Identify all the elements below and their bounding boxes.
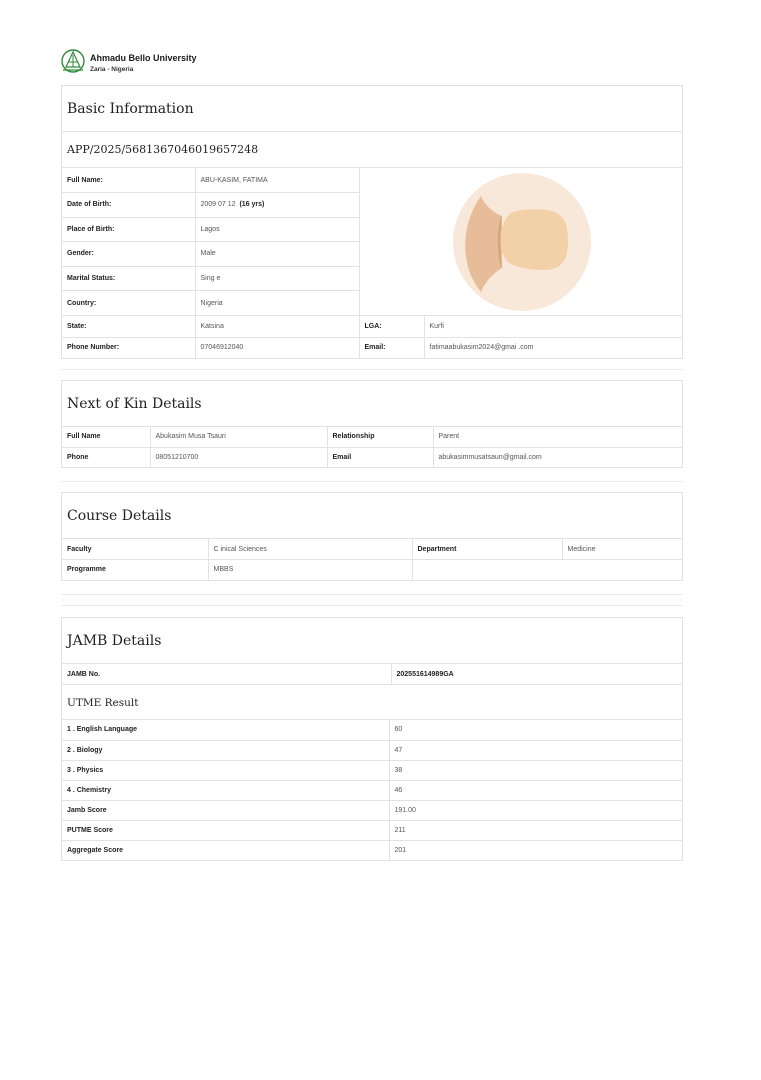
putme-score-value: 211 — [389, 820, 682, 840]
nok-phone-value: 08051210700 — [150, 447, 327, 467]
table-row — [62, 291, 359, 316]
country-label: Country: — [62, 291, 195, 316]
next-of-kin-card — [61, 380, 683, 468]
table-row — [62, 800, 682, 820]
subject-score: 46 — [389, 780, 682, 800]
jamb-score-value: 191.00 — [389, 800, 682, 820]
basic-information-title: Basic Information — [62, 86, 682, 132]
next-of-kin-title: Next of Kin Details — [62, 381, 682, 427]
passport-photo — [360, 168, 682, 315]
dob-value: 2009 07 12 — [200, 201, 236, 209]
jamb-no-label: JAMB No. — [62, 664, 391, 684]
nok-full-name-value: Abukasim Musa Tsauri — [150, 427, 327, 447]
basic-info-grid — [62, 168, 682, 316]
marital-label: Marital Status: — [62, 266, 195, 291]
table-row — [62, 242, 359, 267]
dob-cell — [195, 193, 359, 218]
nok-full-name-label: Full Name — [62, 427, 150, 447]
subject-score: 60 — [389, 720, 682, 740]
putme-score-label: PUTME Score — [62, 820, 389, 840]
table-row — [62, 720, 682, 740]
jamb-score-label: Jamb Score — [62, 800, 389, 820]
utme-result-title: UTME Result — [62, 684, 682, 720]
avatar-placeholder-icon — [452, 172, 592, 312]
email-value: fatimaabukasim2024@gmai .com — [424, 337, 682, 358]
subject-score: 47 — [389, 740, 682, 760]
course-details-table — [62, 539, 682, 559]
jamb-number-table — [62, 664, 682, 684]
jamb-no-value: 202551614989GA — [391, 664, 682, 684]
nok-phone-label: Phone — [62, 447, 150, 467]
table-row — [62, 168, 359, 193]
course-programme-table — [62, 559, 682, 580]
gender-label: Gender: — [62, 242, 195, 267]
subject-label: 1 . English Language — [62, 720, 389, 740]
table-row — [62, 539, 682, 559]
table-row — [62, 447, 682, 467]
aggregate-score-label: Aggregate Score — [62, 840, 389, 860]
subject-score: 38 — [389, 760, 682, 780]
marital-value: Sing e — [195, 266, 359, 291]
course-details-title: Course Details — [62, 493, 682, 539]
table-row — [62, 760, 682, 780]
phone-value: 07046912040 — [195, 337, 359, 358]
basic-information-card — [61, 85, 683, 359]
table-row — [62, 337, 682, 358]
subject-label: 4 . Chemistry — [62, 780, 389, 800]
lga-value: Kurfi — [424, 316, 682, 337]
section-divider — [61, 369, 683, 370]
pob-value: Lagos — [195, 217, 359, 242]
department-label: Department — [412, 539, 562, 559]
full-name-value: ABU-KASIM, FATIMA — [195, 168, 359, 193]
lga-label: LGA: — [359, 316, 424, 337]
basic-info-left — [62, 168, 360, 315]
pob-label: Place of Birth: — [62, 217, 195, 242]
basic-info-table — [62, 168, 359, 315]
programme-value: MBBS — [208, 560, 412, 580]
utme-result-table — [62, 720, 682, 860]
department-value: Medicine — [562, 539, 682, 559]
table-row — [62, 840, 682, 860]
page-header — [60, 48, 360, 76]
aggregate-score-value: 201 — [389, 840, 682, 860]
full-name-label: Full Name: — [62, 168, 195, 193]
phone-label: Phone Number: — [62, 337, 195, 358]
next-of-kin-table — [62, 427, 682, 467]
dob-label: Date of Birth: — [62, 193, 195, 218]
age-value: (16 yrs) — [239, 201, 265, 209]
section-divider — [61, 481, 683, 482]
state-label: State: — [62, 316, 195, 337]
basic-info-bottom-table — [62, 316, 682, 358]
table-row — [62, 780, 682, 800]
table-row — [62, 740, 682, 760]
university-name: Ahmadu Bello University — [90, 53, 197, 63]
empty-cell — [412, 560, 682, 580]
programme-label: Programme — [62, 560, 208, 580]
table-row — [62, 560, 682, 580]
university-location: Zaria - Nigeria — [90, 66, 134, 73]
nok-relationship-value: Parent — [433, 427, 682, 447]
table-row — [62, 427, 682, 447]
jamb-details-title: JAMB Details — [62, 618, 682, 664]
faculty-value: C inical Sciences — [208, 539, 412, 559]
nok-relationship-label: Relationship — [327, 427, 433, 447]
table-row — [62, 266, 359, 291]
abu-crest-icon — [60, 48, 86, 74]
subject-label: 2 . Biology — [62, 740, 389, 760]
table-row — [62, 316, 682, 337]
nok-email-value: abukasimmusatsaun@gmail.com — [433, 447, 682, 467]
nok-email-label: Email — [327, 447, 433, 467]
table-row — [62, 193, 359, 218]
section-divider — [61, 605, 683, 606]
email-label: Email: — [359, 337, 424, 358]
subject-label: 3 . Physics — [62, 760, 389, 780]
application-number: APP/2025/5681367046019657248 — [62, 132, 682, 168]
section-divider — [61, 594, 683, 595]
course-details-card — [61, 492, 683, 581]
state-value: Katsina — [195, 316, 359, 337]
table-row — [62, 820, 682, 840]
country-value: Nigeria — [195, 291, 359, 316]
gender-value: Male — [195, 242, 359, 267]
jamb-details-card — [61, 617, 683, 861]
table-row — [62, 664, 682, 684]
faculty-label: Faculty — [62, 539, 208, 559]
table-row — [62, 217, 359, 242]
